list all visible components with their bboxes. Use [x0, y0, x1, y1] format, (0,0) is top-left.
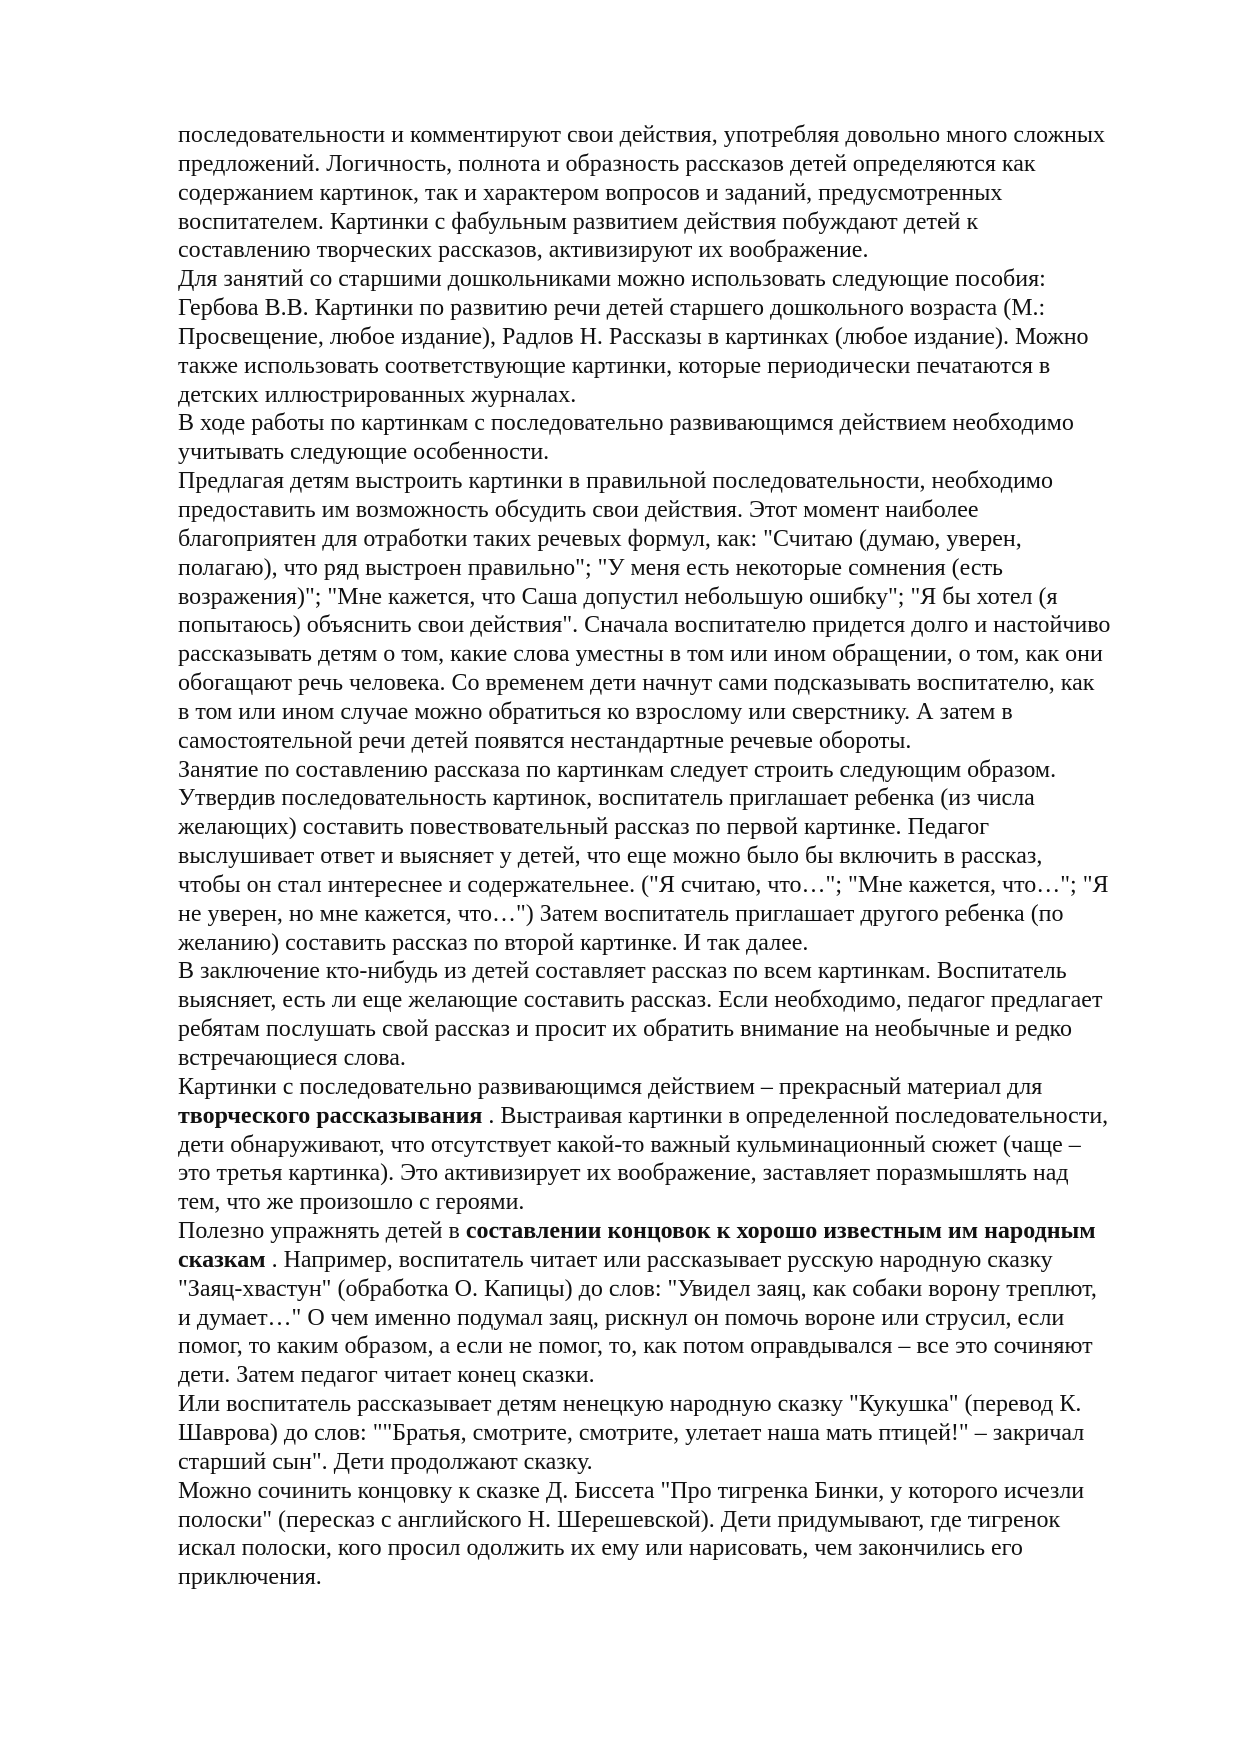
text-line	[178, 1073, 1110, 1102]
text-line	[178, 554, 1110, 583]
text-line	[178, 813, 1110, 842]
text-run: желанию) составить рассказ по второй картинке. И так далее.	[178, 929, 809, 956]
text-run: в том или ином случае можно обратиться ко взрослому или сверстнику. А затем в	[178, 698, 1013, 725]
text-line	[178, 1419, 1110, 1448]
text-run: Предлагая детям выстроить картинки в правильной последовательности, необходимо	[178, 468, 1053, 495]
text-run: помог, то каким образом, а если не помог, то, как потом оправдывался – все это сочиняют	[178, 1333, 1093, 1360]
text-run: содержанием картинок, так и характером вопросов и заданий, предусмотренных	[178, 179, 1003, 206]
text-line	[178, 900, 1110, 929]
text-run: В ходе работы по картинкам с последовательно развивающимся действием необходимо	[178, 410, 1074, 437]
text-line	[178, 640, 1110, 669]
text-run: предоставить им возможность обсудить свои действия. Этот момент наиболее	[178, 496, 979, 523]
text-line	[178, 467, 1110, 496]
text-run: самостоятельной речи детей появятся нестандартные речевые обороты.	[178, 727, 912, 754]
text-line	[178, 352, 1110, 381]
text-line	[178, 381, 1110, 410]
text-line	[178, 1246, 1110, 1275]
text-run: это третья картинка). Это активизирует их воображение, заставляет поразмышлять над	[178, 1160, 1069, 1187]
text-run: Гербова В.В. Картинки по развитию речи детей старшего дошкольного возраста (М.:	[178, 295, 1046, 322]
text-line	[178, 784, 1110, 813]
text-line	[178, 1015, 1110, 1044]
text-line	[178, 438, 1110, 467]
text-line	[178, 756, 1110, 785]
text-run: . Например, воспитатель читает или рассказывает русскую народную сказку	[265, 1246, 1053, 1273]
text-run: воспитателем. Картинки с фабульным развитием действия побуждают детей к	[178, 208, 979, 235]
text-run: В заключение кто-нибудь из детей составляет рассказ по всем картинкам. Воспитатель	[178, 958, 1067, 985]
text-run: и думает…" О чем именно подумал заяц, рискнул он помочь вороне или струсил, если	[178, 1304, 1065, 1331]
text-line	[178, 611, 1110, 640]
text-run: старший сын". Дети продолжают сказку.	[178, 1448, 593, 1475]
text-run: учитывать следующие особенности.	[178, 439, 550, 466]
text-line	[178, 323, 1110, 352]
text-run: Полезно упражнять детей в	[178, 1218, 466, 1245]
text-line	[178, 1159, 1110, 1188]
text-line	[178, 525, 1110, 554]
text-line	[178, 1275, 1110, 1304]
text-run: тем, что же произошло с героями.	[178, 1189, 525, 1216]
text-run: дети. Затем педагог читает конец сказки.	[178, 1362, 595, 1389]
text-line	[178, 1361, 1110, 1390]
text-line	[178, 121, 1110, 150]
text-line	[178, 409, 1110, 438]
text-line	[178, 294, 1110, 323]
text-run: искал полоски, кого просил одолжить их ему или нарисовать, чем закончились его	[178, 1535, 1023, 1562]
text-run: Можно сочинить концовку к сказке Д. Биссета "Про тигренка Бинки, у которого исчезли	[178, 1477, 1085, 1504]
text-line	[178, 150, 1110, 179]
text-line	[178, 208, 1110, 237]
text-run: полагаю), что ряд выстроен правильно"; "У меня есть некоторые сомнения (есть	[178, 554, 1003, 581]
text-run: Просвещение, любое издание), Радлов Н. Рассказы в картинках (любое издание). Можно	[178, 323, 1089, 350]
text-run: Занятие по составлению рассказа по картинкам следует строить следующим образом.	[178, 756, 1057, 783]
text-line	[178, 1044, 1110, 1073]
text-run: Для занятий со старшими дошкольниками можно использовать следующие пособия:	[178, 266, 1046, 293]
text-run: выясняет, есть ли еще желающие составить рассказ. Если необходимо, педагог предлагает	[178, 987, 1103, 1014]
text-run: обогащают речь человека. Со временем дети начнут сами подсказывать воспитателю, как	[178, 670, 1095, 697]
document-body	[178, 121, 1110, 1592]
text-run: "Заяц-хвастун" (обработка О. Капицы) до слов: "Увидел заяц, как собаки ворону треплют,	[178, 1275, 1097, 1302]
text-line	[178, 1563, 1110, 1592]
text-line	[178, 1102, 1110, 1131]
text-line	[178, 871, 1110, 900]
text-line	[178, 583, 1110, 612]
text-line	[178, 698, 1110, 727]
text-line	[178, 1217, 1110, 1246]
text-line	[178, 179, 1110, 208]
text-run: составлению творческих рассказов, активизируют их воображение.	[178, 237, 869, 264]
text-line	[178, 236, 1110, 265]
text-line	[178, 1390, 1110, 1419]
text-line	[178, 957, 1110, 986]
text-line	[178, 986, 1110, 1015]
text-line	[178, 1131, 1110, 1160]
text-run: последовательности и комментируют свои действия, употребляя довольно много сложных	[178, 122, 1106, 148]
text-line	[178, 1506, 1110, 1535]
text-line	[178, 1188, 1110, 1217]
text-run: желающих) составить повествовательный рассказ по первой картинке. Педагог	[178, 814, 990, 841]
text-line	[178, 1332, 1110, 1361]
text-run: полоски" (пересказ с английского Н. Шерешевской). Дети придумывают, где тигренок	[178, 1506, 1061, 1533]
text-run: дети обнаруживают, что отсутствует какой-то важный кульминационный сюжет (чаще –	[178, 1131, 1081, 1158]
text-run: ребятам послушать свой рассказ и просит их обратить внимание на необычные и редко	[178, 1016, 1072, 1043]
text-run: не уверен, но мне кажется, что…") Затем воспитатель приглашает другого ребенка (по	[178, 900, 1064, 927]
text-run: Или воспитатель рассказывает детям ненецкую народную сказку "Кукушка" (перевод К.	[178, 1391, 1082, 1418]
text-run: встречающиеся слова.	[178, 1045, 406, 1071]
text-line	[178, 929, 1110, 958]
text-run: . Выстраивая картинки в определенной последовательности,	[482, 1102, 1109, 1129]
text-line	[178, 669, 1110, 698]
text-line	[178, 1304, 1110, 1333]
text-run: попытаюсь) объяснить свои действия". Сначала воспитателю придется долго и настойчиво	[178, 612, 1111, 639]
text-line	[178, 1534, 1110, 1563]
text-line	[178, 842, 1110, 871]
text-line	[178, 727, 1110, 756]
text-run: детских иллюстрированных журналах.	[178, 381, 577, 408]
bold-text-run: составлении концовок к хорошо известным им народным	[465, 1218, 1096, 1245]
text-run: Утвердив последовательность картинок, воспитатель приглашает ребенка (из числа	[178, 785, 1035, 812]
text-run: чтобы он стал интереснее и содержательнее. ("Я считаю, что…"; "Мне кажется, что…"; "Я	[178, 871, 1109, 898]
text-line	[178, 1477, 1110, 1506]
text-run: Картинки с последовательно развивающимся действием – прекрасный материал для	[178, 1073, 1043, 1100]
text-run: благоприятен для отработки таких речевых формул, как: "Считаю (думаю, уверен,	[178, 525, 1022, 552]
text-run: также использовать соответствующие картинки, которые периодически печатаются в	[178, 352, 1051, 379]
text-run: Шаврова) до слов: ""Братья, смотрите, смотрите, улетает наша мать птицей!" – закричал	[178, 1419, 1085, 1446]
text-run: рассказывать детям о том, какие слова уместны в том или ином обращении, о том, как они	[178, 641, 1103, 668]
bold-text-run: творческого рассказывания	[178, 1102, 483, 1129]
text-line	[178, 496, 1110, 525]
text-run: предложений. Логичность, полнота и образность рассказов детей определяются как	[178, 150, 1036, 177]
text-line	[178, 1448, 1110, 1477]
text-run: возражения)"; "Мне кажется, что Саша допустил небольшую ошибку"; "Я бы хотел (я	[178, 583, 1058, 610]
text-run: выслушивает ответ и выясняет у детей, что еще можно было бы включить в рассказ,	[178, 843, 1043, 870]
text-line	[178, 265, 1110, 294]
bold-text-run: сказкам	[178, 1246, 266, 1273]
text-run: приключения.	[178, 1564, 322, 1591]
